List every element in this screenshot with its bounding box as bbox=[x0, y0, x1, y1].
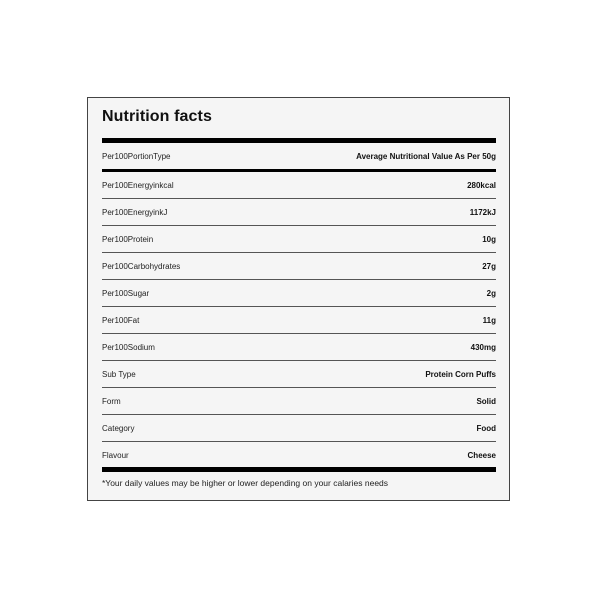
attribute-label: Sub Type bbox=[102, 369, 136, 379]
nutrient-label: Per100Sugar bbox=[102, 288, 150, 298]
nutrient-row bbox=[102, 172, 496, 199]
portion-type-row bbox=[102, 143, 496, 169]
portion-type-value: Average Nutritional Value As Per 50g bbox=[356, 151, 496, 161]
nutrient-label: Per100Energyinkcal bbox=[102, 180, 174, 190]
attribute-row bbox=[102, 388, 496, 415]
nutrient-value: 280kcal bbox=[467, 180, 496, 190]
attribute-value: Cheese bbox=[467, 451, 496, 460]
nutrition-facts-panel bbox=[87, 97, 510, 501]
daily-values-footnote: *Your daily values may be higher or lower depending on your calaries needs bbox=[102, 478, 389, 488]
nutrient-value: 10g bbox=[482, 234, 496, 244]
attribute-row bbox=[102, 361, 496, 388]
nutrient-label: Per100Sodium bbox=[102, 342, 155, 352]
nutrient-value: 27g bbox=[482, 261, 496, 271]
nutrient-row bbox=[102, 226, 496, 253]
attribute-value: Food bbox=[476, 423, 496, 433]
nutrient-label: Per100EnergyinkJ bbox=[102, 207, 168, 217]
attribute-label: Form bbox=[102, 396, 121, 406]
nutrient-label: Per100Fat bbox=[102, 315, 140, 325]
attribute-value: Protein Corn Puffs bbox=[425, 369, 496, 379]
nutrient-row bbox=[102, 199, 496, 226]
nutrient-label: Per100Carbohydrates bbox=[102, 261, 181, 271]
nutrient-row bbox=[102, 253, 496, 280]
nutrient-value: 430mg bbox=[470, 342, 496, 352]
nutrient-value: 2g bbox=[486, 288, 496, 298]
nutrient-row bbox=[102, 280, 496, 307]
attribute-row bbox=[102, 442, 496, 469]
nutrient-value: 11g bbox=[482, 315, 496, 325]
attribute-value: Solid bbox=[476, 396, 496, 406]
portion-type-label: Per100PortionType bbox=[102, 151, 171, 161]
nutrient-value: 1172kJ bbox=[469, 207, 496, 217]
attribute-label: Category bbox=[102, 423, 135, 433]
attribute-row bbox=[102, 415, 496, 442]
thick-divider-bottom bbox=[102, 467, 496, 472]
attribute-label: Flavour bbox=[102, 451, 129, 460]
nutrient-label: Per100Protein bbox=[102, 234, 154, 244]
nutrient-row bbox=[102, 334, 496, 361]
panel-title: Nutrition facts bbox=[102, 108, 212, 125]
nutrient-row bbox=[102, 307, 496, 334]
